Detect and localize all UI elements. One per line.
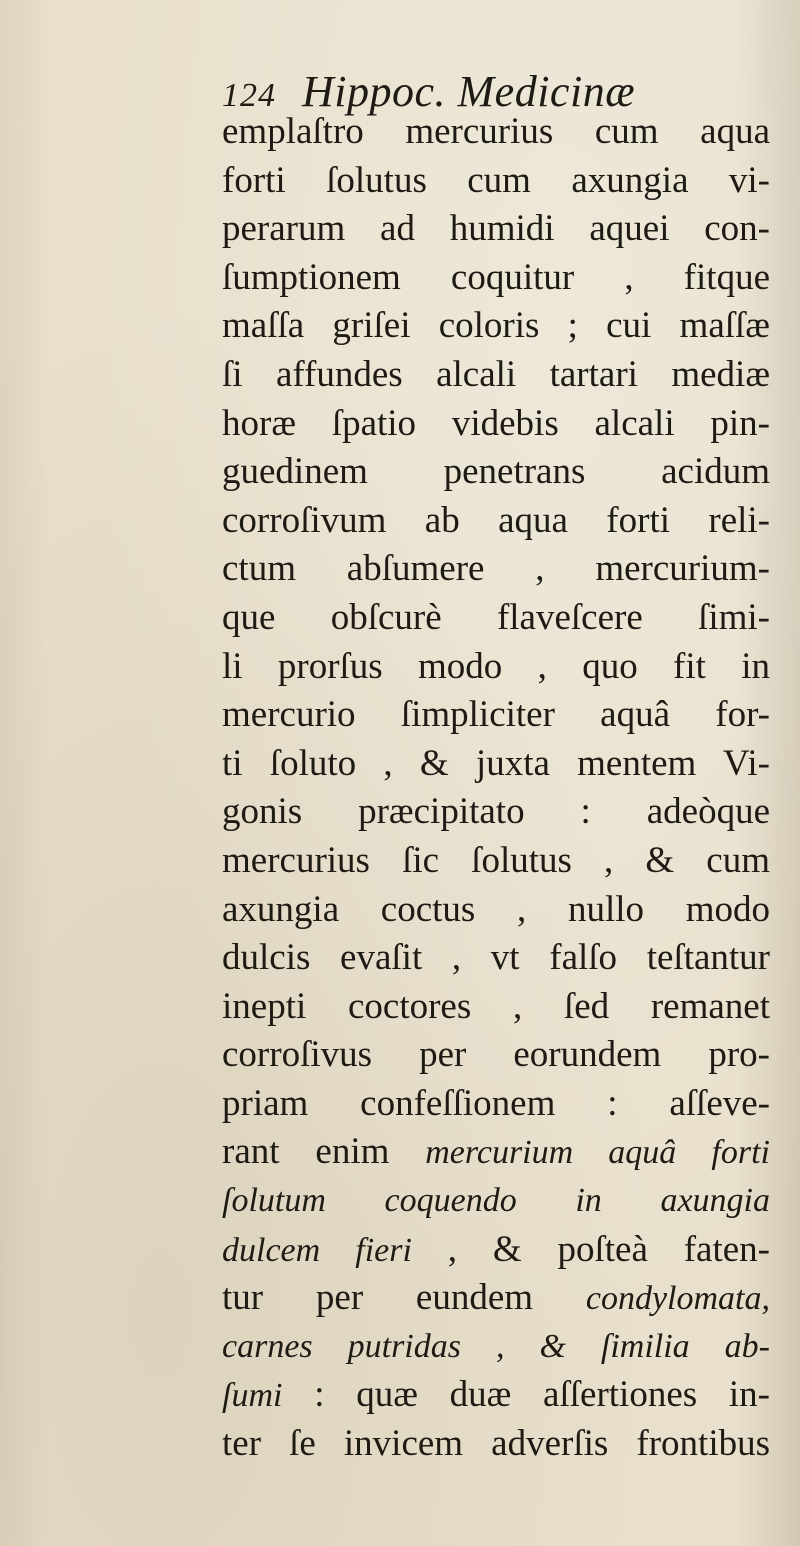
italic-segment: ſumi <box>222 1377 283 1415</box>
text-line: inepti coctores , ſed remanet <box>222 985 770 1027</box>
text-line: li prorſus modo , quo fit in <box>222 645 770 687</box>
roman-segment: tur per eundem <box>222 1277 586 1319</box>
text-line-mixed <box>222 1226 770 1275</box>
text-line: horæ ſpatio videbis alcali pin- <box>222 402 770 444</box>
text-line: mercurius ſic ſolutus , & cum <box>222 839 770 881</box>
text-line: ſumptionem coquitur , fitque <box>222 256 770 298</box>
text-line: maſſa griſei coloris ; cui maſſæ <box>222 305 770 347</box>
roman-segment: rant enim <box>222 1131 426 1173</box>
text-line: mercurio ſimpliciter aquâ for- <box>222 694 770 736</box>
text-line: emplaſtro mercurius cum aqua <box>222 111 770 152</box>
roman-segment: , & poſteà faten- <box>411 1228 770 1270</box>
text-line: ſi affundes alcali tartari mediæ <box>222 353 770 395</box>
body-text <box>222 108 770 1469</box>
text-line: ti ſoluto , & juxta mentem Vi- <box>222 742 770 784</box>
text-line: guedinem penetrans acidum <box>222 451 770 493</box>
page-header <box>222 66 635 114</box>
page-number: 124 <box>222 77 276 114</box>
roman-segment: : quæ duæ aſſertiones in- <box>282 1374 770 1416</box>
text-line: corroſivus per eorundem pro- <box>222 1034 770 1076</box>
text-line: que obſcurè flaveſcere ſimi- <box>222 596 770 638</box>
text-line: axungia coctus , nullo modo <box>222 888 770 930</box>
text-line: forti ſolutus cum axungia vi- <box>222 159 770 201</box>
text-line: perarum ad humidi aquei con- <box>222 208 770 250</box>
text-line: priam confeſſionem : aſſeve- <box>222 1082 770 1124</box>
text-line: gonis præcipitato : adeòque <box>222 791 770 833</box>
text-line: ctum abſumere , mercurium- <box>222 548 770 590</box>
text-line-mixed <box>222 1128 770 1177</box>
running-title: Hippoc. Medicinæ <box>302 67 636 116</box>
text-line-italic: ſolutum coquendo in axungia <box>222 1182 770 1220</box>
text-line-mixed <box>222 1371 770 1420</box>
italic-segment: dulcem fieri <box>222 1231 412 1269</box>
text-line-italic: carnes putridas , & ſimilia ab- <box>222 1327 770 1365</box>
text-line-mixed <box>222 1274 770 1323</box>
italic-segment: mercurium aquâ forti <box>425 1134 770 1172</box>
italic-segment: condylomata, <box>585 1280 770 1318</box>
text-line: dulcis evaſit , vt falſo teſtantur <box>222 937 770 979</box>
text-line: corroſivum ab aqua forti reli- <box>222 499 770 541</box>
text-line: ter ſe invicem adverſis frontibus <box>222 1423 770 1465</box>
